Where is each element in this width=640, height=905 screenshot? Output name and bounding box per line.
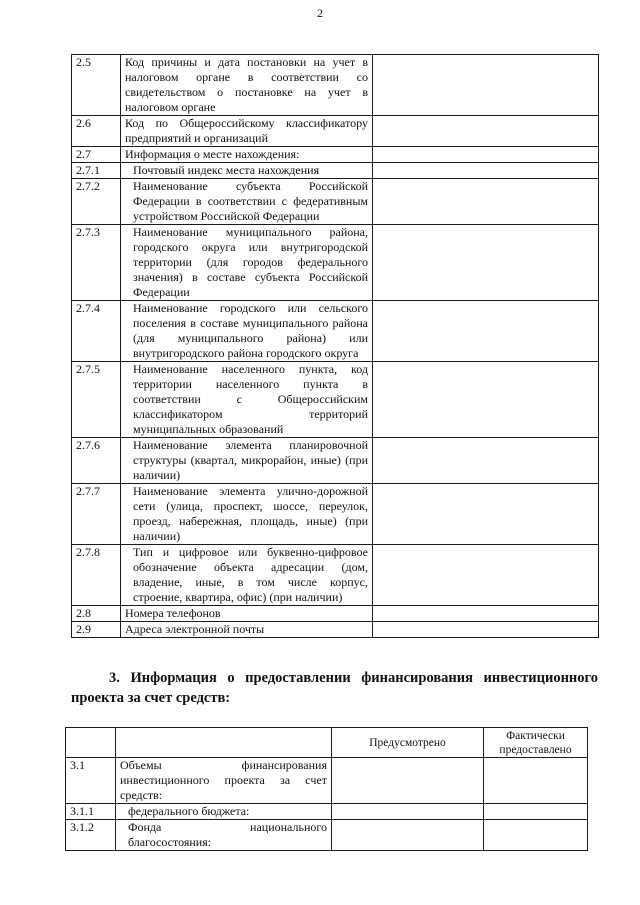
row-number: 2.7.6 — [72, 438, 121, 484]
table-row — [72, 116, 599, 147]
row-number: 3.1 — [66, 758, 116, 804]
row-value-cell — [373, 622, 599, 638]
table-row — [72, 55, 599, 116]
row-number: 2.7.3 — [72, 225, 121, 301]
row-number: 2.7.5 — [72, 362, 121, 438]
actual-value-cell — [484, 820, 588, 851]
table-row — [72, 147, 599, 163]
table-row — [72, 606, 599, 622]
row-label: Код причины и дата постановки на учет в налоговом органе в соответствии со свидетельством о постановке на учет в налоговом органе — [121, 55, 373, 116]
row-label: Наименование элемента планировочной структуры (квартал, микрорайон, иные) (при наличии) — [121, 438, 373, 484]
section-3-heading: 3. Информация о предоставлении финансирования инвестиционного проекта за счет средств: — [71, 670, 598, 706]
header-actual-cell: Фактически предоставлено — [484, 728, 588, 758]
row-value-cell — [373, 147, 599, 163]
row-value-cell — [373, 225, 599, 301]
header-item-cell — [116, 728, 332, 758]
organization-info-table — [71, 54, 599, 638]
row-number: 2.7.4 — [72, 301, 121, 362]
row-number: 2.9 — [72, 622, 121, 638]
row-value-cell — [373, 606, 599, 622]
row-value-cell — [373, 55, 599, 116]
actual-value-cell — [484, 804, 588, 820]
row-number: 2.7.2 — [72, 179, 121, 225]
row-value-cell — [373, 163, 599, 179]
header-num-cell — [66, 728, 116, 758]
row-number: 2.8 — [72, 606, 121, 622]
row-label: Наименование городского или сельского поселения в составе муниципального района (для муниципального района) или внутригородского района городского округа — [121, 301, 373, 362]
row-label: Почтовый индекс места нахождения — [121, 163, 373, 179]
row-number: 2.7 — [72, 147, 121, 163]
table-row — [72, 438, 599, 484]
row-value-cell — [373, 301, 599, 362]
planned-value-cell — [332, 758, 484, 804]
row-number: 2.7.7 — [72, 484, 121, 545]
planned-value-cell — [332, 804, 484, 820]
row-label: Номера телефонов — [121, 606, 373, 622]
table-row — [72, 225, 599, 301]
row-number: 3.1.2 — [66, 820, 116, 851]
table-row — [72, 163, 599, 179]
row-label: Наименование населенного пункта, код территории населенного пункта в соответствии с Общероссийским классификатором территорий муниципальных образований — [121, 362, 373, 438]
row-number: 2.7.1 — [72, 163, 121, 179]
table-row — [72, 545, 599, 606]
row-label: Код по Общероссийскому классификатору предприятий и организаций — [121, 116, 373, 147]
page-number: 2 — [317, 6, 323, 20]
table-row — [66, 758, 588, 804]
financing-table-header-row — [66, 728, 588, 758]
row-label: Адреса электронной почты — [121, 622, 373, 638]
row-value-cell — [373, 484, 599, 545]
row-value-cell — [373, 116, 599, 147]
table-row — [72, 362, 599, 438]
row-number: 3.1.1 — [66, 804, 116, 820]
table-row — [72, 179, 599, 225]
row-value-cell — [373, 179, 599, 225]
table-row — [72, 484, 599, 545]
row-number: 2.7.8 — [72, 545, 121, 606]
row-label: Информация о месте нахождения: — [121, 147, 373, 163]
row-label: Фонда национального благосостояния: — [116, 820, 332, 851]
row-value-cell — [373, 362, 599, 438]
table-row — [66, 820, 588, 851]
row-label: Объемы финансирования инвестиционного проекта за счет средств: — [116, 758, 332, 804]
row-value-cell — [373, 545, 599, 606]
table-row — [72, 301, 599, 362]
table-row — [72, 622, 599, 638]
row-label: Наименование элемента улично-дорожной сети (улица, проспект, шоссе, переулок, проезд, набережная, площадь, иные) (при наличии) — [121, 484, 373, 545]
row-label: федерального бюджета: — [116, 804, 332, 820]
row-label: Наименование субъекта Российской Федерации в соответствии с федеративным устройством Российской Федерации — [121, 179, 373, 225]
table-row — [66, 804, 588, 820]
row-label: Наименование муниципального района, городского округа или внутригородской территории (для городов федерального значения) в составе субъекта Российской Федерации — [121, 225, 373, 301]
actual-value-cell — [484, 758, 588, 804]
row-number: 2.5 — [72, 55, 121, 116]
planned-value-cell — [332, 820, 484, 851]
row-value-cell — [373, 438, 599, 484]
financing-table — [65, 727, 588, 851]
row-number: 2.6 — [72, 116, 121, 147]
row-label: Тип и цифровое или буквенно-цифровое обозначение объекта адресации (дом, владение, иные, в том числе корпус, строение, квартира, офис) (при наличии) — [121, 545, 373, 606]
header-planned-cell: Предусмотрено — [332, 728, 484, 758]
